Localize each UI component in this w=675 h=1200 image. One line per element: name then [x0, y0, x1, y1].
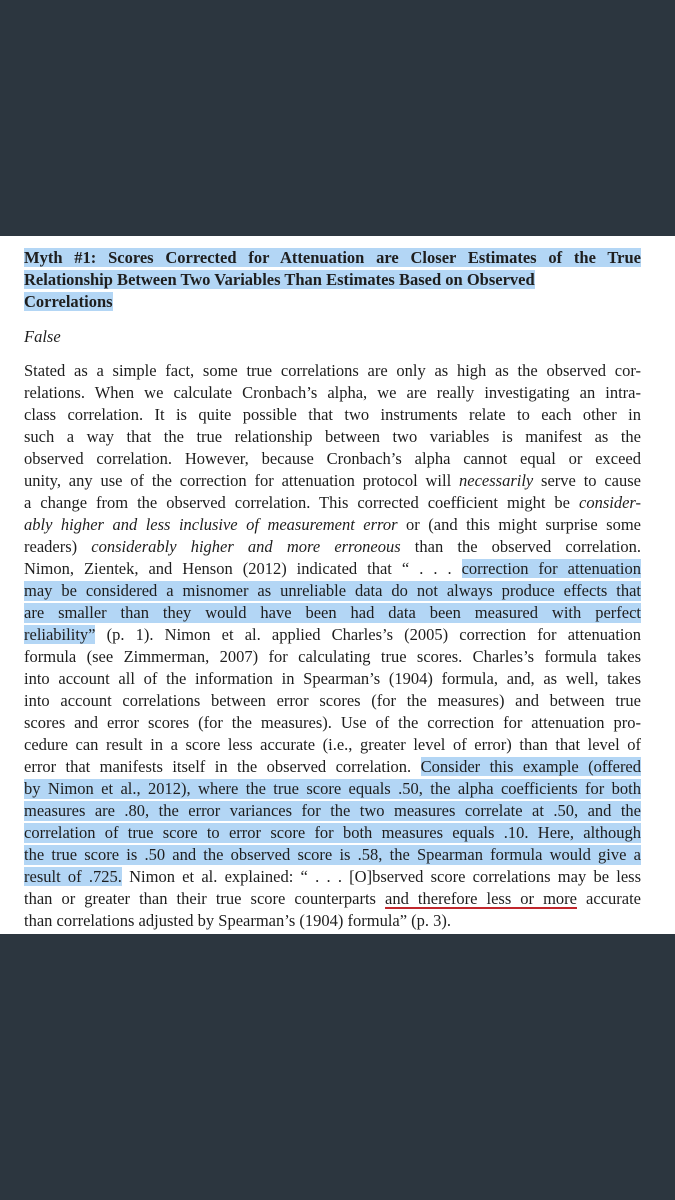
- body-line: class correlation. It is quite possible that two instruments relate to each other in: [24, 405, 641, 424]
- body-line: unity, any use of the correction for attenuation protocol will necessarily serve to cause: [24, 471, 641, 490]
- body-line: Stated as a simple fact, some true correlations are only as high as the observed cor-: [24, 361, 641, 380]
- body-line: result of .725. Nimon et al. explained: “ . . . [O]bserved score correlations may be less: [24, 867, 641, 886]
- body-line-highlighted: are smaller than they would have been had data been measured with perfect: [24, 603, 641, 622]
- verdict: False: [24, 327, 61, 346]
- highlight: reliability”: [24, 625, 96, 644]
- body-line: observed correlation. However, because Cronbach’s alpha cannot equal or exceed: [24, 449, 641, 468]
- heading-line-2: Relationship Between Two Variables Than Estimates Based on Observed: [24, 270, 535, 289]
- document-page: [0, 236, 675, 934]
- body-line: Nimon, Zientek, and Henson (2012) indicated that “ . . . correction for attenuation: [24, 559, 641, 578]
- body-line: error that manifests itself in the observed correlation. Consider this example (offered: [24, 757, 642, 776]
- body-line-last: than correlations adjusted by Spearman’s (1904) formula” (p. 3).: [24, 911, 452, 930]
- body-line: formula (see Zimmerman, 2007) for calculating true scores. Charles’s formula takes: [24, 647, 641, 666]
- body-line: than or greater than their true score counterparts and therefore less or more accurate: [24, 889, 641, 908]
- body-line-highlighted: may be considered a misnomer as unreliable data do not always produce effects that: [24, 581, 641, 600]
- body-line-highlighted: by Nimon et al., 2012), where the true score equals .50, the alpha coefficients for both: [24, 779, 641, 798]
- highlight: result of .725.: [24, 867, 122, 886]
- body-line: scores and error scores (for the measures). Use of the correction for attenuation pro-: [24, 713, 641, 732]
- heading-line-3: Correlations: [24, 292, 113, 311]
- body-line: readers) considerably higher and more erroneous than the observed correlation.: [24, 537, 642, 556]
- red-underline: and therefore less or more: [385, 889, 577, 908]
- highlight: correction for attenuation: [461, 559, 641, 578]
- body-line: into account correlations between error scores (for the measures) and between true: [24, 691, 641, 710]
- body-line: into account all of the information in Spearman’s (1904) formula, and, as well, takes: [24, 669, 641, 688]
- body-line: such a way that the true relationship between two variables is manifest as the: [24, 427, 641, 446]
- body-line: a change from the observed correlation. This corrected coefficient might be consider-: [24, 493, 641, 512]
- body-line: ably higher and less inclusive of measurement error or (and this might surprise some: [24, 515, 641, 534]
- body-line: cedure can result in a score less accurate (i.e., greater level of error) than that level of: [24, 735, 641, 754]
- body-line: relations. When we calculate Cronbach’s alpha, we are really investigating an intra-: [24, 383, 641, 402]
- body-line-highlighted: the true score is .50 and the observed score is .58, the Spearman formula would give a: [24, 845, 641, 864]
- body-line-highlighted: measures are .80, the error variances for the two measures correlate at .50, and the: [24, 801, 641, 820]
- highlight: Consider this example (offered: [420, 757, 642, 776]
- heading-line-1: Myth #1: Scores Corrected for Attenuation are Closer Estimates of the True: [24, 248, 641, 267]
- body-line: reliability” (p. 1). Nimon et al. applied Charles’s (2005) correction for attenuation: [24, 625, 641, 644]
- body-line-highlighted: correlation of true score to error score for both measures equals .10. Here, although: [24, 823, 641, 842]
